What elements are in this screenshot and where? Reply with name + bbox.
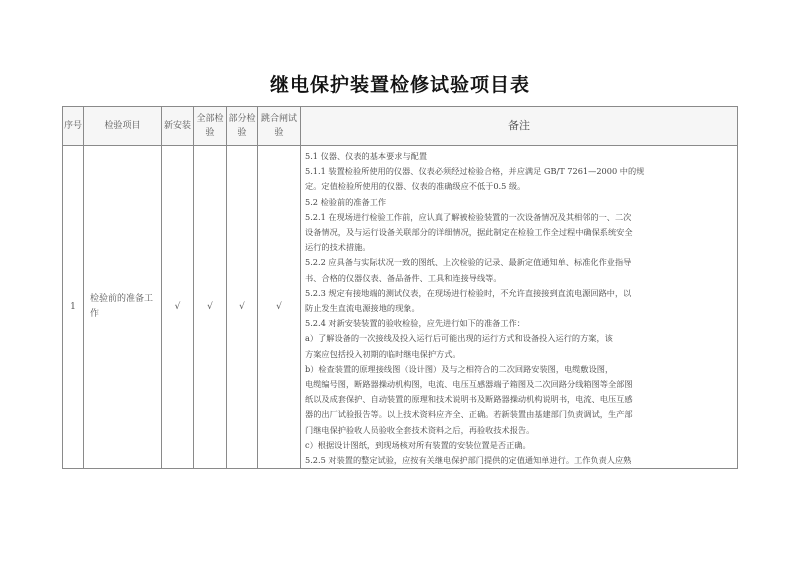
- header-remarks: 备注: [301, 107, 738, 146]
- table-row: [63, 146, 738, 469]
- remark-line: 定。定值检验所使用的仪器、仪表的准确级应不低于0.5 级。: [305, 181, 526, 192]
- header-partial-check: 部分检验: [227, 107, 258, 146]
- remark-line: 防止发生直流电源接地的现象。: [305, 303, 420, 314]
- header-no: 序号: [63, 107, 84, 146]
- check-trip-close-test: √: [258, 146, 301, 469]
- remark-line: 5.2.5 对装置的整定试验，应按有关继电保护部门提供的定值通知单进行。工作负责人应熟: [305, 455, 632, 466]
- remark-line: 门继电保护验收人员验收全套技术资料之后，再验收技术报告。: [305, 424, 535, 435]
- remark-line: 书、合格的仪器仪表、备品备件、工具和连接导线等。: [305, 272, 502, 283]
- remark-line: 5.2 检验前的准备工作: [305, 196, 387, 207]
- row-remarks: [301, 146, 738, 469]
- header-trip-close-test: 跳合闸试验: [258, 107, 301, 146]
- remark-line: 5.2.1 在现场进行检验工作前，应认真了解被检验装置的一次设备情况及其相邻的一、二次: [305, 211, 632, 222]
- remark-line: 5.1 仪器、仪表的基本要求与配置: [305, 151, 428, 161]
- remark-line: 电缆编号图，断路器操动机构图，电流、电压互感器端子箱图及二次回路分线箱图等全部图: [305, 379, 633, 390]
- row-no: 1: [63, 146, 84, 469]
- remark-line: 5.2.2 应具备与实际状况一致的图纸、上次检验的记录、最新定值通知单、标准化作业指导: [305, 257, 632, 268]
- document-title: 继电保护装置检修试验项目表: [269, 74, 530, 96]
- remark-line: 5.2.3 规定有接地端的测试仪表，在现场进行检验时，不允许直接接到直流电源回路中，以: [305, 287, 632, 298]
- header-new-install: 新安装: [162, 107, 194, 146]
- remark-line: a）了解设备的一次接线及投入运行后可能出现的运行方式和设备投入运行的方案，该: [305, 333, 613, 344]
- remark-line: 5.2.4 对新安装装置的验收检验，应先进行如下的准备工作：: [305, 318, 525, 329]
- header-item: 检验项目: [84, 107, 162, 146]
- remark-line: 方案应包括投入初期的临时继电保护方式。: [305, 348, 461, 359]
- remark-line: 5.1.1 装置检验所使用的仪器、仪表必须经过检验合格，并应满足 GB/T 7261—2000 中的规: [305, 166, 645, 177]
- check-new-install: √: [162, 146, 194, 469]
- remark-line: 器的出厂试验报告等。以上技术资料应齐全、正确。若新装置由基建部门负责调试，生产部: [305, 409, 633, 420]
- remark-line: b）检查装置的原理接线图（设计图）及与之相符合的二次回路安装图，电缆敷设图，: [305, 363, 614, 374]
- remark-line: c）根据设计图纸，到现场核对所有装置的安装位置是否正确。: [305, 439, 531, 450]
- remark-line: 运行的技术措施。: [305, 242, 371, 253]
- remark-line: 纸以及成套保护、自动装置的原理和技术说明书及断路器操动机构说明书，电流、电压互感: [305, 394, 633, 405]
- table-header-row: [63, 107, 738, 146]
- check-partial-check: √: [227, 146, 258, 469]
- header-full-check: 全部检验: [194, 107, 227, 146]
- remark-line: 设备情况，及与运行设备关联部分的详细情况，据此制定在检验工作全过程中确保系统安全: [305, 227, 633, 238]
- row-item: 检验前的准备工作: [84, 146, 162, 469]
- inspection-items-table: [62, 106, 738, 469]
- check-full-check: √: [194, 146, 227, 469]
